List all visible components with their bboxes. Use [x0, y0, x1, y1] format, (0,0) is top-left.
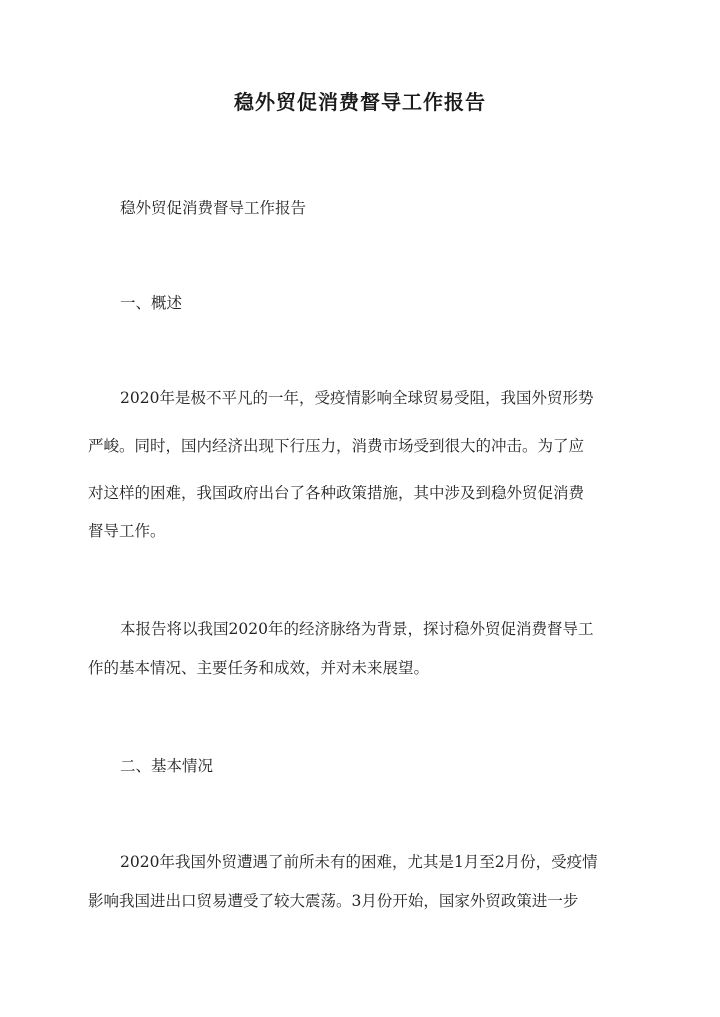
section-heading-basic: 二、基本情况 — [120, 757, 214, 775]
paragraph-line: 本报告将以我国2020年的经济脉络为背景，探讨稳外贸促消费督导工 — [120, 620, 594, 638]
paragraph-line: 2020年是极不平凡的一年，受疫情影响全球贸易受阻，我国外贸形势 — [120, 389, 594, 407]
paragraph-line: 作的基本情况、主要任务和成效，并对未来展望。 — [88, 659, 430, 677]
paragraph-line: 2020年我国外贸遭遇了前所未有的困难，尤其是1月至2月份，受疫情 — [120, 853, 598, 871]
document-subtitle: 稳外贸促消费督导工作报告 — [120, 199, 307, 217]
paragraph-line: 督导工作。 — [88, 522, 166, 540]
paragraph-line: 对这样的困难，我国政府出台了各种政策措施，其中涉及到稳外贸促消费 — [88, 484, 585, 502]
paragraph-line: 严峻。同时，国内经济出现下行压力，消费市场受到很大的冲击。为了应 — [88, 437, 585, 455]
paragraph-line: 影响我国进出口贸易遭受了较大震荡。3月份开始，国家外贸政策进一步 — [88, 892, 579, 910]
document-title: 稳外贸促消费督导工作报告 — [234, 90, 486, 114]
section-heading-overview: 一、概述 — [120, 294, 183, 312]
